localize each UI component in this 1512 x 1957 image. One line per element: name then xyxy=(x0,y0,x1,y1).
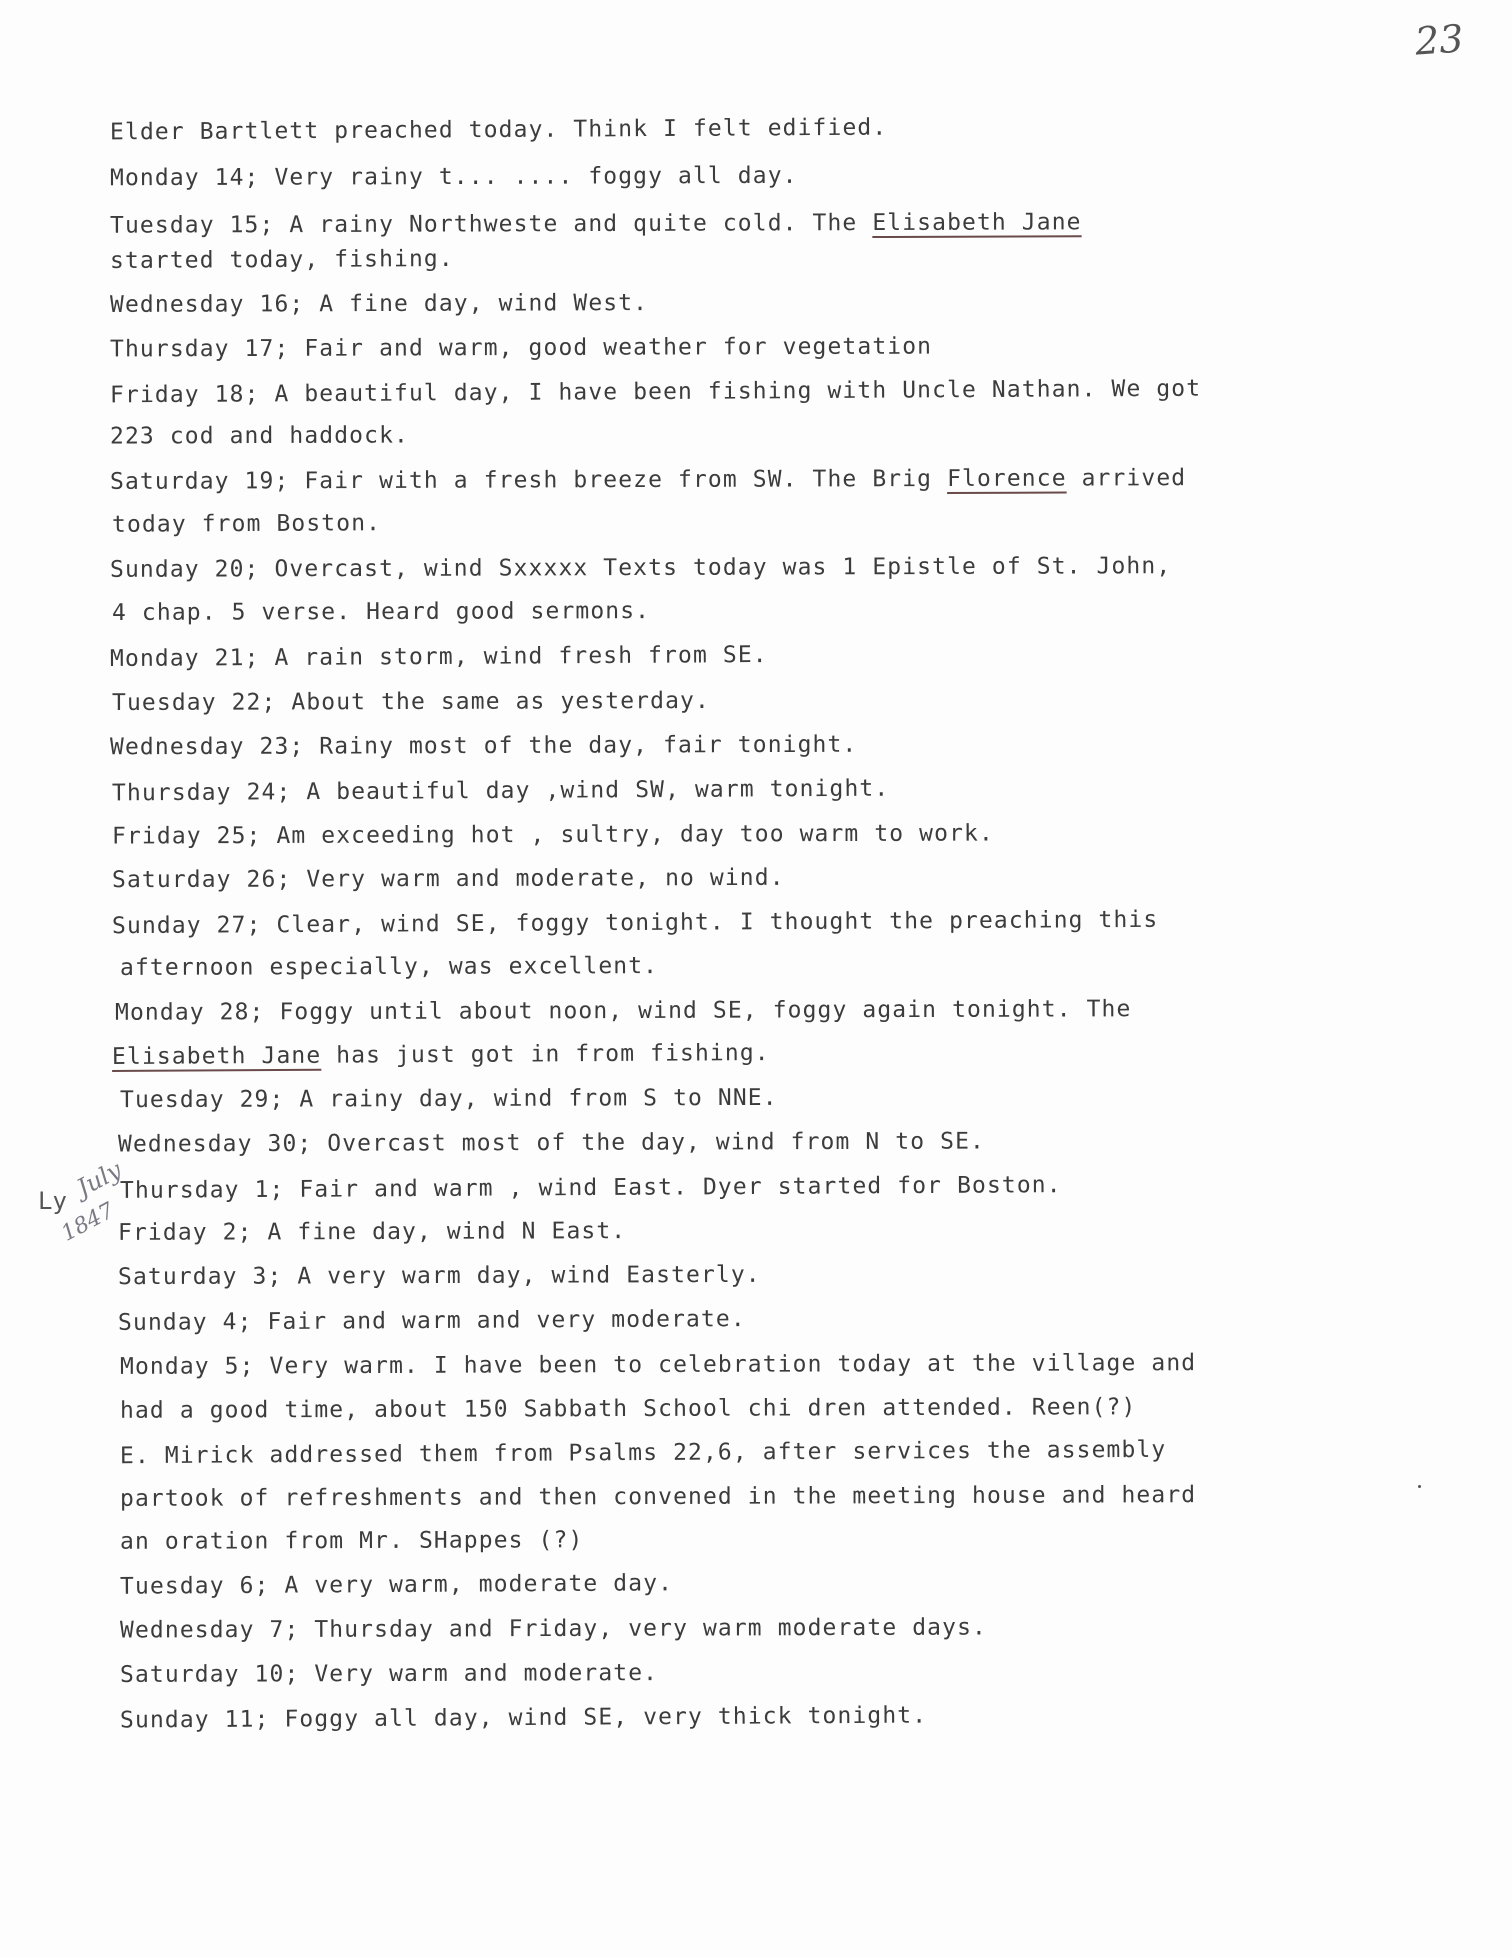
line-text: had a good time, about 150 Sabbath School chi dren attended. Reen(?) xyxy=(119,1394,1137,1424)
line-text: arrived xyxy=(1066,465,1187,492)
diary-line xyxy=(110,466,1186,494)
diary-line xyxy=(120,1615,987,1642)
diary-line xyxy=(120,1173,1062,1203)
diary-line xyxy=(120,1438,1166,1468)
diary-line xyxy=(118,1129,985,1156)
line-text: Sunday 27; Clear, wind SE, foggy tonight. I thought the preaching this xyxy=(111,906,1159,940)
page-number: 23 xyxy=(1413,16,1465,64)
line-text: Sunday 4; Fair and warm and very moderate. xyxy=(117,1306,746,1336)
diary-line xyxy=(110,291,648,317)
diary-line xyxy=(110,164,798,190)
underlined-ship-name: Elisabeth Jane xyxy=(111,1042,322,1071)
line-text: Monday 28; Foggy until about noon, wind SE, foggy again tonight. The xyxy=(114,996,1132,1026)
line-text: Thursday 1; Fair and warm , wind East. Dyer started for Boston. xyxy=(119,1172,1062,1204)
diary-line xyxy=(120,1483,1196,1511)
diary-line xyxy=(118,1307,746,1335)
line-text: Saturday 26; Very warm and moderate, no wind. xyxy=(111,864,785,894)
line-text: Wednesday 16; A fine day, wind West. xyxy=(109,290,649,318)
diary-line xyxy=(115,997,1131,1025)
line-text: Saturday 10; Very warm and moderate. xyxy=(119,1660,659,1688)
line-text: E. Mirick addressed them from Psalms 22,6, after services the assembly xyxy=(119,1436,1167,1470)
line-text: Friday 2; A fine day, wind N East. xyxy=(117,1218,627,1246)
ink-speck xyxy=(1418,1485,1421,1488)
diary-line xyxy=(112,821,994,848)
margin-note-prefix: Ly xyxy=(38,1187,67,1215)
margin-note-month: July xyxy=(72,1155,127,1203)
diary-line xyxy=(120,954,658,980)
diary-line xyxy=(120,1086,778,1112)
line-text: Monday 14; Very rainy t... .... foggy all day. xyxy=(109,162,798,192)
underlined-ship-name: Elisabeth Jane xyxy=(872,209,1082,237)
diary-line xyxy=(112,511,381,537)
margin-note-year: 1847 xyxy=(57,1198,119,1247)
diary-line xyxy=(110,247,454,273)
diary-line xyxy=(112,866,785,892)
line-text: Tuesday 15; A rainy Northweste and quite cold. The xyxy=(109,210,873,239)
diary-line xyxy=(110,554,1171,582)
line-text: Monday 21; A rain storm, wind fresh from SE. xyxy=(109,641,768,673)
line-text: Friday 25; Am exceeding hot , sultry, day too warm to work. xyxy=(111,820,994,850)
diary-line xyxy=(110,423,409,448)
diary-line xyxy=(118,1219,626,1245)
line-text: Wednesday 23; Rainy most of the day, fair tonight. xyxy=(109,731,858,761)
diary-line xyxy=(112,689,710,715)
line-text: 4 chap. 5 verse. Heard good sermons. xyxy=(111,598,651,626)
line-text: Tuesday 29; A rainy day, wind from S to NNE. xyxy=(119,1084,778,1114)
line-text: has just got in from fishing. xyxy=(321,1039,770,1069)
line-text: today from Boston. xyxy=(111,510,382,538)
diary-line xyxy=(112,1041,770,1069)
line-text: afternoon especially, was excellent. xyxy=(119,953,659,981)
line-text: 223 cod and haddock. xyxy=(109,422,409,450)
diary-line xyxy=(110,335,932,362)
underlined-ship-name: Florence xyxy=(946,465,1067,492)
line-text: Wednesday 7; Thursday and Friday, very warm moderate days. xyxy=(119,1614,987,1644)
line-text: partook of refreshments and then convened in the meeting house and heard xyxy=(119,1482,1197,1512)
line-text: Thursday 24; A beautiful day ,wind SW, warm tonight. xyxy=(111,775,890,807)
diary-line xyxy=(120,1528,583,1554)
line-text: an oration from Mr. SHappes (?) xyxy=(119,1527,584,1555)
diary-line xyxy=(120,1571,673,1598)
line-text: Friday 18; A beautiful day, I have been fishing with Uncle Nathan. We got xyxy=(109,375,1202,409)
line-text: Sunday 20; Overcast, wind Sxxxxx Texts today was 1 Epistle of St. John, xyxy=(109,553,1172,583)
line-text: Wednesday 30; Overcast most of the day, wind from N to SE. xyxy=(117,1128,985,1158)
line-text: Elder Bartlett preached today. Think I felt edified. xyxy=(109,114,888,146)
diary-line xyxy=(110,377,1201,408)
diary-line xyxy=(120,1351,1196,1379)
diary-line xyxy=(112,908,1158,938)
line-text: Sunday 11; Foggy all day, wind SE, very thick tonight. xyxy=(119,1702,928,1734)
diary-line xyxy=(110,210,1082,237)
line-text: Tuesday 22; About the same as yesterday. xyxy=(111,687,710,717)
line-text: started today, fishing. xyxy=(109,245,454,275)
line-text: Monday 5; Very warm. I have been to celebration today at the village and xyxy=(119,1350,1197,1380)
diary-line xyxy=(110,643,768,671)
line-text: Tuesday 6; A very warm, moderate day. xyxy=(119,1570,674,1600)
line-text: Saturday 19; Fair with a fresh breeze from SW. The Brig xyxy=(109,465,948,495)
diary-line xyxy=(120,1395,1136,1423)
diary-line xyxy=(112,777,889,806)
diary-line xyxy=(110,733,857,760)
diary-line xyxy=(120,1661,658,1687)
diary-line xyxy=(110,116,887,145)
diary-line xyxy=(118,1263,761,1289)
line-text: Saturday 3; A very warm day, wind Easterly. xyxy=(117,1261,761,1291)
diary-line xyxy=(120,1704,927,1733)
line-text: Thursday 17; Fair and warm, good weather for vegetation xyxy=(109,333,933,363)
diary-line xyxy=(112,599,650,625)
